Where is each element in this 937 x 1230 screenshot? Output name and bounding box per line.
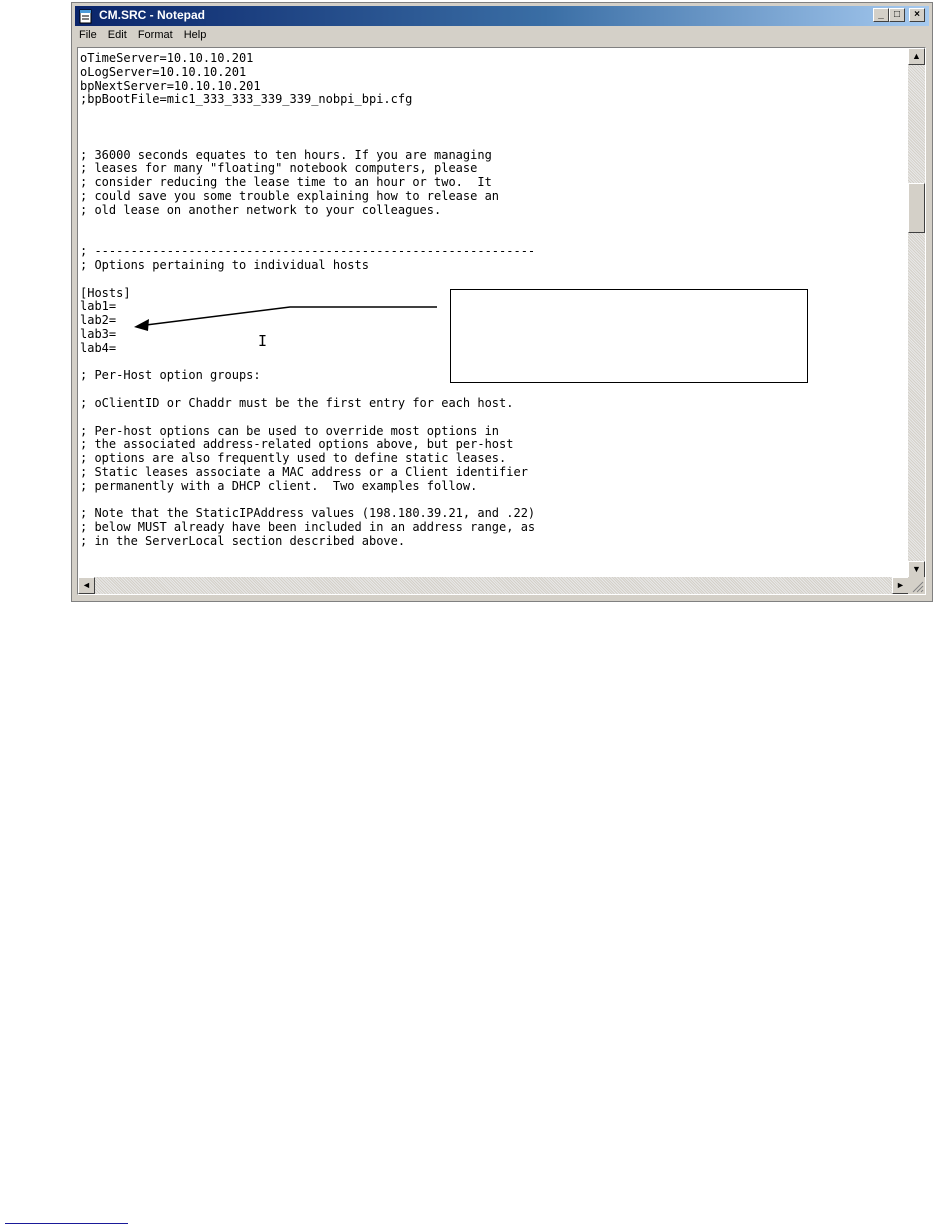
text-line: ; could save you some trouble explaining how to release an (80, 188, 500, 203)
text-line: [Hosts] (80, 285, 131, 300)
text-line: ; Options pertaining to individual hosts (80, 257, 369, 272)
menu-help[interactable]: Help (183, 29, 207, 41)
scroll-up-button[interactable]: ▲ (908, 48, 925, 65)
text-line: ; Note that the StaticIPAddress values (198.180.39.21, and .22) (80, 506, 536, 521)
text-line: ; leases for many "floating" notebook computers, please (80, 161, 478, 176)
window-title: CM.SRC - Notepad (99, 8, 205, 22)
maximize-button[interactable]: □ (889, 8, 905, 22)
text-line: lab2= (80, 313, 117, 328)
text-line: oTimeServer=10.10.10.201 (80, 52, 254, 65)
text-line: ;bpBootFile=mic1_333_333_339_339_nobpi_bpi.cfg (80, 92, 413, 107)
close-button[interactable]: × (909, 8, 925, 22)
text-line: ; in the ServerLocal section described above. (80, 533, 406, 548)
text-cursor-ibeam: I (258, 332, 268, 350)
menu-file[interactable]: File (79, 29, 97, 41)
text-line: ; Static leases associate a MAC address or a Client identifier (80, 464, 528, 479)
text-line: oLogServer=10.10.10.201 (80, 64, 247, 79)
annotation-callout-box (450, 289, 808, 383)
text-line: ; below MUST already have been included in an address range, as (80, 520, 536, 535)
menu-format[interactable]: Format (137, 29, 173, 41)
footer-rule (5, 1223, 128, 1224)
text-line: lab3= (80, 326, 117, 341)
text-line: lab1= (80, 299, 117, 314)
text-line: ; the associated address-related options above, but per-host (80, 437, 514, 452)
text-line: ; Per-host options can be used to override most options in (80, 423, 500, 438)
text-line: ; 36000 seconds equates to ten hours. If you are managing (80, 147, 492, 162)
text-line: ; old lease on another network to your colleagues. (80, 202, 442, 217)
minimize-button[interactable]: _ (873, 8, 889, 22)
menu-edit[interactable]: Edit (107, 29, 127, 41)
scroll-left-button[interactable]: ◄ (78, 577, 95, 594)
text-line: bpNextServer=10.10.10.201 (80, 78, 261, 93)
scroll-right-button[interactable]: ► (892, 577, 909, 594)
text-line: ; consider reducing the lease time to an hour or two. It (80, 175, 492, 190)
text-line: ; oClientID or Chaddr must be the first entry for each host. (80, 395, 514, 410)
text-line: ; permanently with a DHCP client. Two examples follow. (80, 478, 478, 493)
text-line: lab4= (80, 340, 117, 355)
text-line: ; ------------------------------------------------------------- (80, 244, 536, 259)
text-line: ; Per-Host option groups: (80, 368, 261, 383)
text-line: ; options are also frequently used to define static leases. (80, 451, 507, 466)
scroll-down-button[interactable]: ▼ (908, 561, 925, 578)
